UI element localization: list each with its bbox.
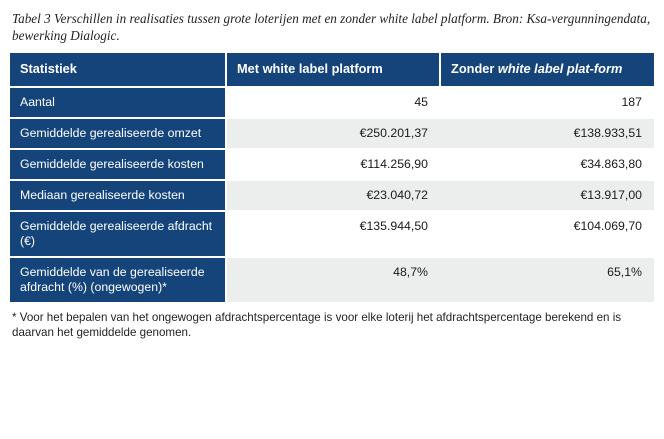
table-header [10,53,654,87]
cell-met: €135.944,50 [226,211,440,257]
column-header-zonder-italic: white label plat-form [497,61,623,76]
table-row [10,257,654,302]
statistics-table [10,53,654,302]
cell-met: 45 [226,87,440,118]
cell-zonder: €104.069,70 [440,211,654,257]
table-row [10,118,654,149]
row-label: Gemiddelde van de gerealiseerde afdracht (%) (ongewogen)* [10,257,226,302]
table-row [10,180,654,211]
row-label: Mediaan gerealiseerde kosten [10,180,226,211]
cell-met: €250.201,37 [226,118,440,149]
cell-met: €23.040,72 [226,180,440,211]
column-header-zonder-white-label [440,53,654,87]
cell-zonder: 65,1% [440,257,654,302]
table-body [10,87,654,302]
table-footnote: * Voor het bepalen van het ongewogen afdrachtspercentage is voor elke loterij het afdrachtspercentage berekend en is daarvan het gemiddelde genomen. [12,311,622,339]
row-label: Gemiddelde gerealiseerde afdracht (€) [10,211,226,257]
table-row [10,211,654,257]
row-label: Gemiddelde gerealiseerde omzet [10,118,226,149]
row-label: Gemiddelde gerealiseerde kosten [10,149,226,180]
cell-met: €114.256,90 [226,149,440,180]
table-header-row [10,53,654,87]
cell-zonder: €34.863,80 [440,149,654,180]
column-header-statistiek: Statistiek [10,53,226,87]
column-header-met-white-label: Met white label platform [226,53,440,87]
table-row [10,87,654,118]
cell-zonder: €138.933,51 [440,118,654,149]
table-row [10,149,654,180]
row-label: Aantal [10,87,226,118]
cell-zonder: €13.917,00 [440,180,654,211]
table-caption: Tabel 3 Verschillen in realisaties tussen grote loterijen met en zonder white label platform. Bron: Ksa-vergunningendata, bewerking Dialogic. [12,11,651,43]
column-header-zonder-prefix: Zonder [451,61,498,76]
cell-met: 48,7% [226,257,440,302]
cell-zonder: 187 [440,87,654,118]
